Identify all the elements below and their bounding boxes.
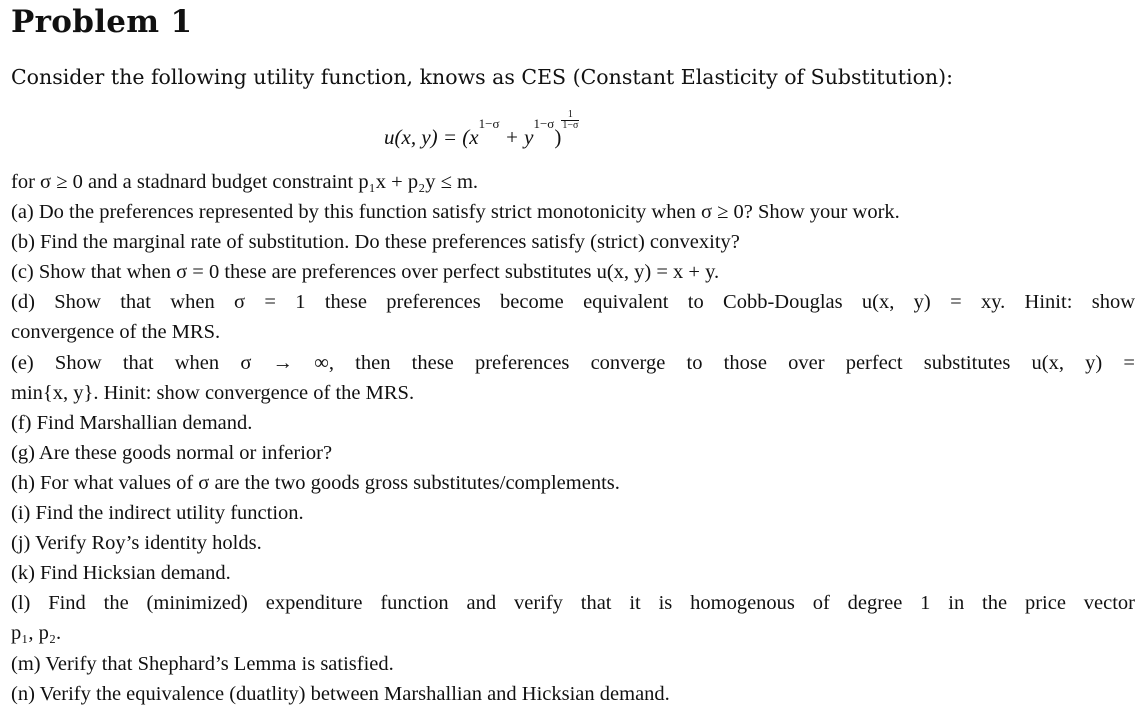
part-j: (j) Verify Roy’s identity holds. [11, 532, 262, 555]
part-f: (f) Find Marshallian demand. [11, 411, 253, 434]
problem-parts [11, 167, 1135, 709]
part-l-continued: p₁, p₂. [11, 622, 62, 645]
part-d-continued: convergence of the MRS. [11, 321, 221, 344]
part-a: (a) Do the preferences represented by this function satisfy strict monotonicity when σ ≥ 0? Show your work. [11, 201, 900, 224]
problem-title: Problem 1 [11, 4, 193, 40]
equation-lhs: u(x, y) = (x [384, 125, 479, 149]
budget-constraint-line: for σ ≥ 0 and a stadnard budget constraint p₁x + p₂y ≤ m. [11, 171, 479, 193]
part-m: (m) Verify that Shephard’s Lemma is satisfied. [11, 652, 394, 675]
equation-middle: + y [499, 125, 534, 149]
outer-exponent-numerator: 1 [561, 110, 579, 121]
equation-outer-exponent [561, 110, 579, 131]
equation-exponent-x: 1−σ [478, 116, 500, 131]
intro-paragraph: Consider the following utility function, knows as CES (Constant Elasticity of Substitution): [11, 65, 954, 89]
part-l: (l) Find the (minimized) expenditure function and verify that it is homogenous of degree 1 in the price vector [11, 592, 1135, 615]
ces-utility-equation [384, 109, 579, 153]
part-d: (d) Show that when σ = 1 these preferences become equivalent to Cobb-Douglas u(x, y) = xy. Hinit: show [11, 291, 1135, 314]
part-g: (g) Are these goods normal or inferior? [11, 441, 333, 464]
part-h: (h) For what values of σ are the two goods gross substitutes/complements. [11, 471, 620, 494]
part-b: (b) Find the marginal rate of substitution. Do these preferences satisfy (strict) convexity? [11, 231, 740, 254]
equation-exponent-y: 1−σ [533, 116, 555, 131]
part-i: (i) Find the indirect utility function. [11, 502, 304, 525]
equation-close-paren: ) [554, 125, 562, 149]
part-n: (n) Verify the equivalence (duatlity) between Marshallian and Hicksian demand. [11, 682, 670, 705]
part-c: (c) Show that when σ = 0 these are preferences over perfect substitutes u(x, y) = x + y. [11, 261, 720, 284]
outer-exponent-denominator: 1−σ [562, 120, 579, 131]
part-k: (k) Find Hicksian demand. [11, 562, 231, 585]
part-e-continued: min{x, y}. Hinit: show convergence of the MRS. [11, 381, 415, 404]
part-e: (e) Show that when σ → ∞, then these preferences converge to those over perfect substitutes u(x, y) = [11, 351, 1135, 374]
